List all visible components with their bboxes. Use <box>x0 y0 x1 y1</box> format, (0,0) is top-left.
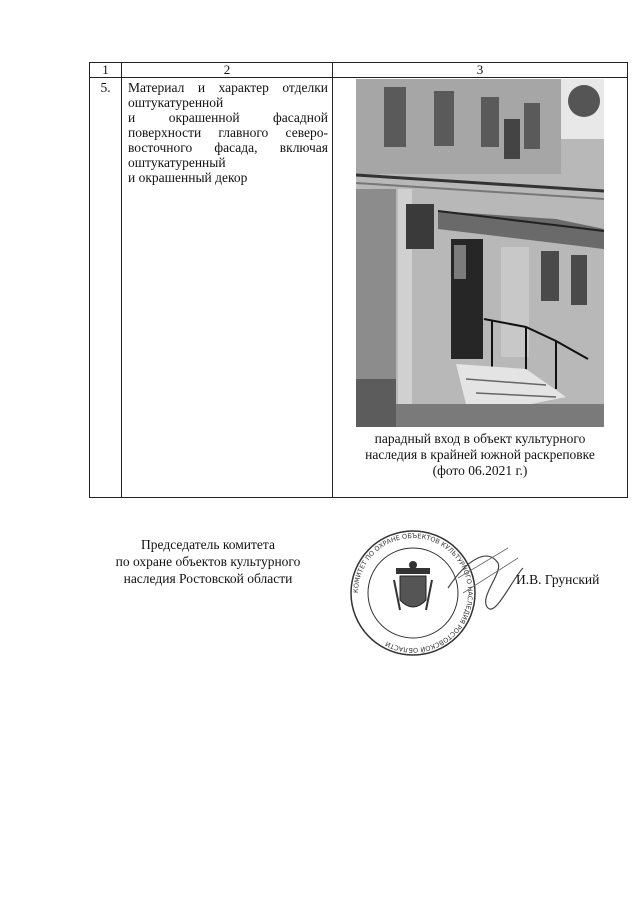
building-entrance-photo <box>356 79 604 427</box>
row-number: 5. <box>90 78 122 498</box>
stamp-ring-text: КОМИТЕТ ПО ОХРАНЕ ОБЪЕКТОВ КУЛЬТУРНОГО НАСЛЕДИЯ РОСТОВСКОЙ ОБЛАСТИ <box>351 531 475 655</box>
description-line: и окрашенной фасадной <box>128 110 328 125</box>
row-photo-cell <box>333 78 628 498</box>
table-row <box>90 78 628 498</box>
header-col-3: 3 <box>333 63 628 78</box>
table-header-row <box>90 63 628 78</box>
caption-line: парадный вход в объект культурного <box>374 431 586 446</box>
description-line: и окрашенный декор <box>128 170 248 185</box>
signer-name: И.В. Грунский <box>516 572 600 587</box>
description-line: восточного фасада, включая <box>128 140 328 155</box>
official-stamp <box>338 518 528 668</box>
description-line: поверхности главного северо- <box>128 125 328 140</box>
description-line: Материал и характер отделки <box>128 80 328 95</box>
description-line: оштукатуренный <box>128 155 226 170</box>
header-col-2: 2 <box>122 63 333 78</box>
photo-caption <box>343 431 617 479</box>
description-line: оштукатуренной <box>128 95 224 110</box>
caption-line: (фото 06.2021 г.) <box>432 463 528 478</box>
position-line: по охране объектов культурного <box>115 554 301 569</box>
heritage-table <box>89 62 628 498</box>
coat-of-arms-icon <box>394 561 432 610</box>
header-col-1: 1 <box>90 63 122 78</box>
row-description <box>122 78 333 498</box>
position-line: Председатель комитета <box>141 537 275 552</box>
caption-line: наследия в крайней южной раскреповке <box>365 447 595 462</box>
position-line: наследия Ростовской области <box>123 571 293 586</box>
signatory-position <box>88 536 328 587</box>
